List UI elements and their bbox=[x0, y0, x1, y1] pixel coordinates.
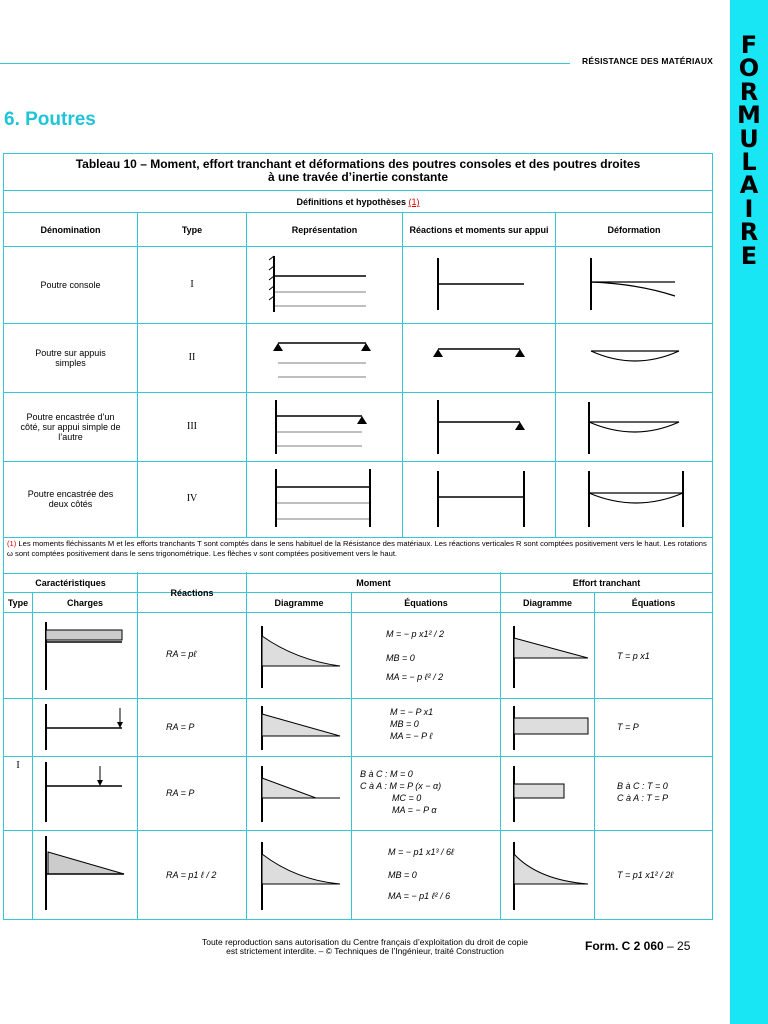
moment-eq-3a: B à C : M = 0 bbox=[360, 769, 413, 779]
section-title: 6. Poutres bbox=[4, 109, 96, 130]
reaction-case-2: RA = P bbox=[166, 722, 195, 732]
formulaire-sidebar bbox=[730, 0, 768, 1024]
moment-eq-4c: MA = − p1 ℓ² / 6 bbox=[388, 891, 451, 901]
shear-diagram-3 bbox=[508, 764, 592, 824]
col-denomination: Dénomination bbox=[40, 225, 101, 235]
diagram-fixed-fixed-representation bbox=[266, 467, 386, 531]
sidebar-letter: R bbox=[739, 218, 759, 247]
col-effort-diagram: Diagramme bbox=[522, 597, 573, 608]
sidebar-letter: U bbox=[739, 124, 759, 153]
sidebar-letter: A bbox=[739, 171, 759, 200]
moment-eq-2b: MB = 0 bbox=[390, 719, 419, 729]
col-reactions-2: Réactions bbox=[170, 587, 214, 598]
definitions-label: Définitions et hypothèses bbox=[296, 197, 406, 207]
diagram-fixed-fixed-deformation bbox=[579, 467, 694, 531]
table-title-line2: à une travée d’inertie constante bbox=[267, 170, 449, 184]
footnote-ref: (1) bbox=[7, 539, 17, 548]
moment-eq-3d: MA = − P α bbox=[392, 805, 437, 815]
sidebar-letter: R bbox=[739, 77, 759, 106]
col-moment: Moment bbox=[356, 577, 391, 588]
footer-copyright-line1: Toute reproduction sans autorisation du Centre français d’exploitation du droit de copie bbox=[201, 937, 529, 947]
diagram-fixed-simple-deformation bbox=[579, 398, 694, 456]
beam-type-III: III bbox=[187, 420, 197, 432]
moment-diagram-2 bbox=[256, 704, 346, 752]
footer-copyright-line2: est strictement interdite. – © Techniques de l’Ingénieur, traité Construction bbox=[226, 946, 504, 956]
col-representation: Représentation bbox=[291, 225, 358, 235]
shear-eq-2: T = P bbox=[617, 722, 639, 732]
beam-name-I: Poutre console bbox=[40, 279, 101, 290]
reaction-case-4: RA = p1 ℓ / 2 bbox=[166, 870, 217, 880]
sidebar-letter: M bbox=[737, 101, 761, 130]
diagram-fixed-simple-reactions bbox=[424, 398, 539, 456]
diagram-console-deformation bbox=[579, 254, 694, 314]
moment-eq-4b: MB = 0 bbox=[388, 870, 417, 880]
shear-eq-4: T = p1 x1² / 2ℓ bbox=[617, 870, 674, 880]
running-header: RÉSISTANCE DES MATÉRIAUX bbox=[582, 56, 714, 66]
beam-type-II: II bbox=[188, 351, 196, 363]
moment-eq-3c: MC = 0 bbox=[392, 793, 422, 803]
moment-eq-1b: MB = 0 bbox=[386, 653, 415, 663]
sidebar-letters bbox=[730, 31, 768, 270]
moment-diagram-4 bbox=[256, 840, 346, 912]
diagram-simple-supports-representation bbox=[266, 329, 386, 387]
shear-eq-1: T = p x1 bbox=[617, 651, 650, 661]
col-type-2: Type bbox=[7, 597, 29, 608]
table-10 bbox=[3, 153, 713, 920]
sidebar-letter: F bbox=[740, 31, 758, 59]
col-moment-equations: Équations bbox=[404, 597, 448, 608]
moment-eq-4a: M = − p1 x1³ / 6ℓ bbox=[388, 847, 454, 857]
beam-type-IV: IV bbox=[186, 493, 198, 504]
header-rule bbox=[0, 63, 570, 64]
beam-name-IV: Poutre encastrée des deux côtés bbox=[27, 489, 114, 509]
col-charges: Charges bbox=[66, 597, 103, 608]
sidebar-letter: I bbox=[744, 194, 754, 223]
beam-name-II: Poutre sur appuis simples bbox=[35, 347, 106, 368]
form-reference bbox=[585, 939, 690, 953]
sidebar-letter: E bbox=[740, 241, 758, 270]
col-deformation: Déformation bbox=[607, 225, 661, 235]
definitions-ref-link[interactable]: (1) bbox=[408, 197, 420, 207]
diagram-simple-reactions bbox=[424, 329, 539, 385]
col-moment-diagram: Diagramme bbox=[274, 597, 324, 608]
table-title-line1: Tableau 10 – Moment, effort tranchant et déformations des poutres consoles et des poutres droites bbox=[75, 157, 641, 171]
load-type-I: I bbox=[16, 759, 20, 771]
beam-type-I: I bbox=[190, 278, 194, 290]
col-caracteristiques: Caractéristiques bbox=[35, 577, 106, 588]
diagram-fixed-fixed-reactions bbox=[424, 467, 539, 531]
shear-eq-3b: C à A : T = P bbox=[617, 793, 669, 803]
shear-diagram-1 bbox=[508, 624, 592, 690]
shear-diagram-2 bbox=[508, 704, 592, 752]
col-reactions: Réactions et moments sur appui bbox=[409, 225, 549, 235]
sidebar-letter: L bbox=[741, 148, 757, 177]
moment-eq-1c: MA = − p ℓ² / 2 bbox=[386, 672, 444, 682]
charge-uniform-load bbox=[40, 618, 132, 694]
reaction-case-3: RA = P bbox=[166, 788, 195, 798]
moment-eq-3b: C à A : M = P (x − α) bbox=[360, 781, 442, 791]
page-number: – 25 bbox=[667, 939, 691, 953]
moment-eq-2c: MA = − P ℓ bbox=[390, 731, 433, 741]
moment-eq-2a: M = − P x1 bbox=[390, 707, 434, 717]
col-effort-tranchant: Effort tranchant bbox=[572, 577, 641, 588]
diagram-simple-deformation bbox=[579, 329, 694, 385]
moment-diagram-3 bbox=[256, 764, 346, 824]
moment-eq-1a: M = − p x1² / 2 bbox=[386, 629, 445, 639]
col-type: Type bbox=[181, 225, 203, 235]
diagram-console-reactions bbox=[424, 254, 539, 314]
charge-point-load-mid bbox=[40, 760, 132, 826]
reaction-case-1: RA = pℓ bbox=[166, 649, 197, 659]
moment-diagram-1 bbox=[256, 624, 346, 690]
sidebar-letter: O bbox=[738, 54, 760, 83]
shear-diagram-4 bbox=[508, 840, 592, 912]
footnote-text: Les moments fléchissants M et les efforts tranchants T sont comptés dans le sens habituel de la Résistance des matériaux. Les réactions verticales R sont comptées positivement vers le haut. Les rotations ω sont comptées positivement dans le sens trigonométrique. Les flèches v sont comptées positivement vers le haut. bbox=[7, 539, 707, 558]
col-effort-equations: Équations bbox=[631, 597, 676, 608]
diagram-fixed-simple-representation bbox=[266, 398, 386, 456]
charge-point-load-end bbox=[40, 702, 132, 752]
beam-name-III: Poutre encastrée d’un côté, sur appui simple de l’autre bbox=[20, 411, 121, 442]
form-code: Form. C 2 060 bbox=[585, 939, 664, 953]
charge-triangular-load bbox=[40, 834, 132, 914]
diagram-console-representation bbox=[266, 252, 386, 318]
shear-eq-3a: B à C : T = 0 bbox=[617, 781, 668, 791]
